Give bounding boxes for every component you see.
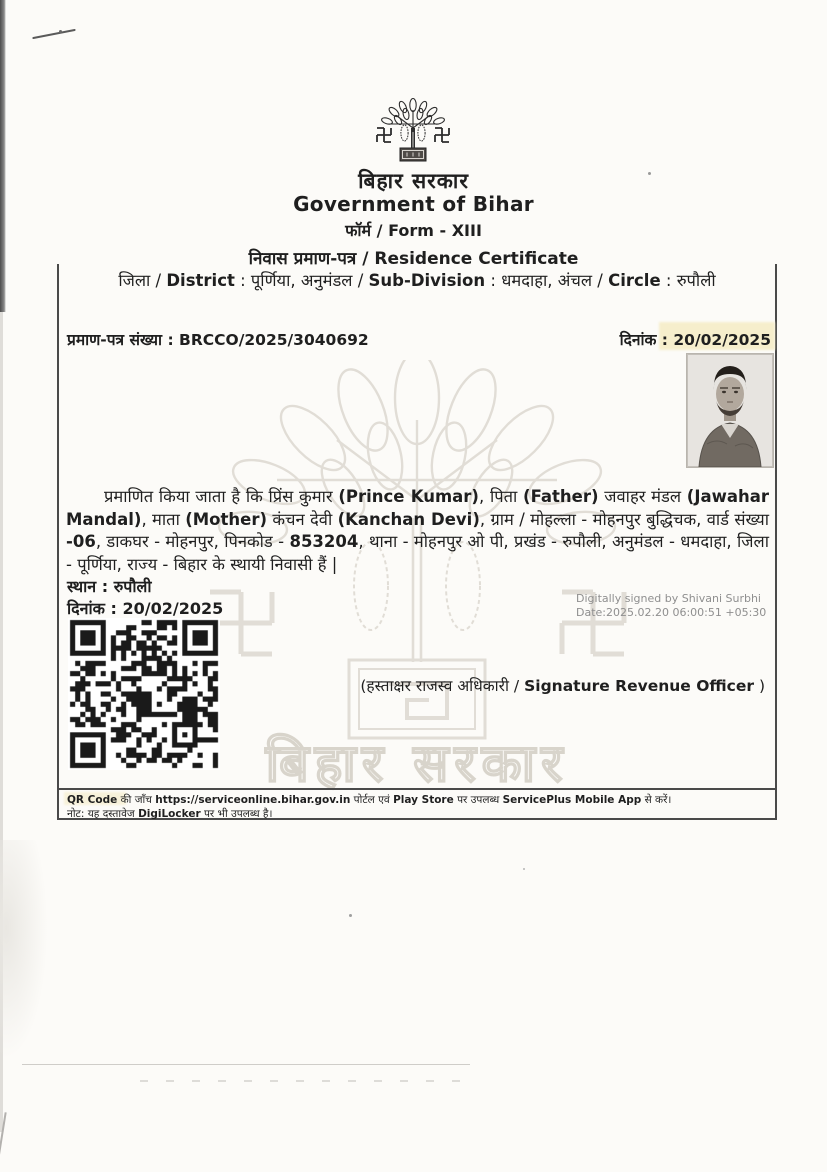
pen-stroke-mark bbox=[32, 29, 76, 39]
issue-date-bottom bbox=[67, 597, 223, 619]
issue-date-top bbox=[620, 328, 771, 350]
qr-code-canvas bbox=[68, 618, 220, 770]
district-subdivision-circle-line: जिला / District : पूर्णिया, अनुमंडल / Sub-Division : धमदाहा, अंचल / Circle : रुपौली bbox=[118, 271, 716, 290]
pen-dot-mark bbox=[59, 30, 62, 33]
scan-faint-dashes bbox=[140, 1080, 470, 1082]
certificate-number-value: BRCCO/2025/3040692 bbox=[179, 331, 369, 349]
revenue-officer-signature-line: (हस्ताक्षर राजस्व अधिकारी / Signature Revenue Officer ) bbox=[360, 677, 765, 695]
footer-digilocker-note: नोट: यह दस्तावेज DigiLocker पर भी उपलब्ध है। bbox=[67, 808, 273, 820]
certificate-title: निवास प्रमाण-पत्र / Residence Certificate bbox=[248, 249, 579, 269]
government-name-english: Government of Bihar bbox=[293, 192, 534, 216]
watermark-text: बिहार सरकार bbox=[265, 734, 569, 794]
certificate-number bbox=[67, 328, 369, 350]
issue-place-label: स्थान : bbox=[67, 577, 114, 596]
issue-place-value: रुपौली bbox=[113, 577, 152, 596]
scan-speck bbox=[523, 868, 525, 870]
qr-code bbox=[68, 618, 220, 770]
issue-place bbox=[67, 575, 152, 597]
digital-signature-date: Date:2025.02.20 06:00:51 +05:30 bbox=[576, 606, 767, 619]
digital-signature-stamp bbox=[576, 592, 766, 620]
certificate-number-label: प्रमाण-पत्र संख्या : bbox=[67, 331, 180, 349]
certificate-body-text: प्रमाणित किया जाता है कि प्रिंस कुमार (Prince Kumar), पिता (Father) जवाहर मंडल (Jawahar Mandal), माता (Mother) कंचन देवी (Kanchan Devi), ग्राम / मोहल्ला - मोहनपुर बुद्धिचक, वार्ड संख्या -06, डाकघर - मोहनपुर, पिनकोड - 853204, थाना - मोहनपुर ओ पी, प्रखंड - रुपौली, अनुमंडल - धमदाहा, जिला - पूर्णिया, राज्य - बिहार के स्थायी निवासी हैं | bbox=[66, 487, 770, 574]
footer-qr-note: QR Code की जाँच https://serviceonline.bihar.gov.in पोर्टल एवं Play Store पर उपलब्ध ServicePlus Mobile App से करें। bbox=[67, 794, 672, 806]
scan-faint-line bbox=[22, 1064, 470, 1065]
issue-date-bottom-label: दिनांक : bbox=[67, 599, 123, 618]
scan-smudge bbox=[0, 840, 48, 1060]
form-number-line: फॉर्म / Form - XIII bbox=[345, 221, 482, 240]
certificate-box bbox=[57, 264, 777, 820]
government-name-hindi: बिहार सरकार bbox=[358, 169, 469, 193]
scan-speck bbox=[349, 914, 352, 917]
applicant-photo bbox=[687, 354, 773, 467]
bihar-emblem-icon bbox=[367, 98, 459, 168]
footer-divider bbox=[59, 788, 775, 790]
issue-date-label: दिनांक : bbox=[619, 331, 674, 349]
digital-signature-name: Digitally signed by Shivani Surbhi bbox=[576, 592, 761, 605]
issue-date-bottom-value: 20/02/2025 bbox=[122, 599, 224, 618]
issue-date-value: 20/02/2025 bbox=[673, 331, 771, 349]
